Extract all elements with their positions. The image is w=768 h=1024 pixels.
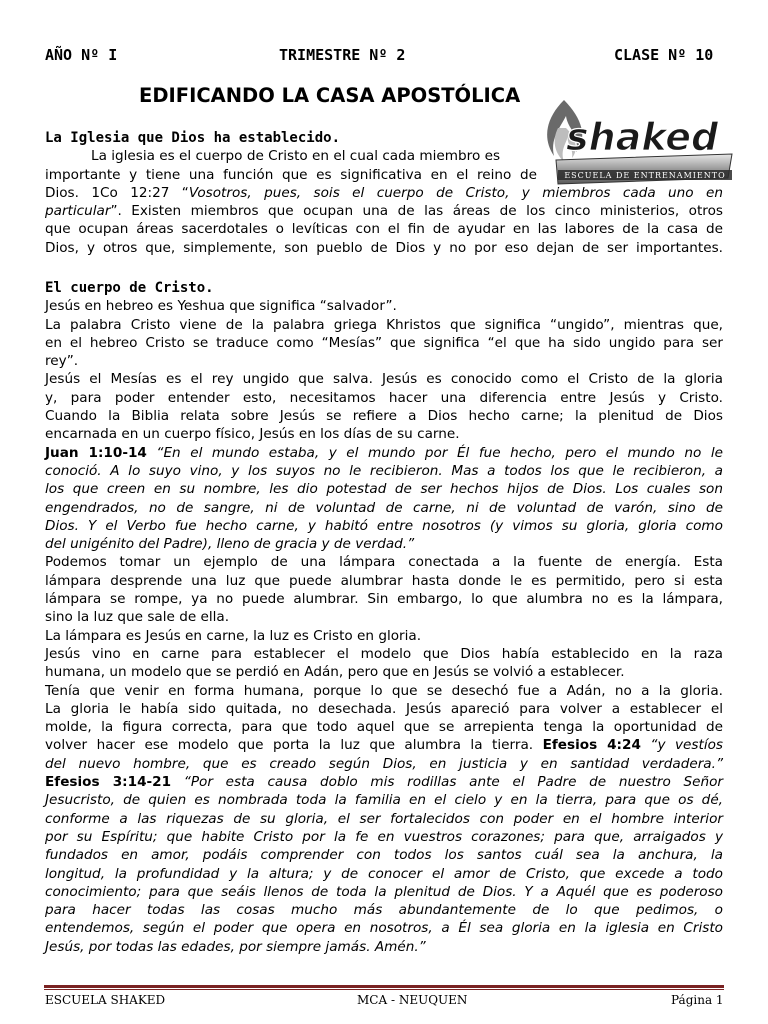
paragraph-line (45, 901, 723, 919)
paragraph-line: Cuando la Biblia relata sobre Jesús se refiere a Dios hecho carne; la plenitud de Dios (45, 408, 723, 425)
paragraph-line: y, para poder entender esto, necesitamos hacer una diferencia entre Jesús y Cristo. (45, 389, 723, 406)
paragraph-line (45, 865, 723, 883)
section-heading-cuerpo: El cuerpo de Cristo. (45, 280, 214, 296)
scripture-quote: Vosotros, pues, sois el cuerpo de Cristo, y miembros cada uno en (188, 184, 723, 201)
scripture-quote: los que creen en su nombre, les dio potestad de ser hechos hijos de Dios. Los cuales son (45, 481, 723, 498)
paragraph-line (45, 535, 725, 553)
header-year: AÑO Nº I (45, 46, 118, 64)
logo-wordmark: Shaked (566, 115, 719, 159)
scripture-quote: fundados en amor, podáis comprender con todos los santos cuál sea la anchura, la (45, 847, 723, 864)
scripture-reference: Efesios 4:24 (542, 737, 641, 754)
logo-subtitle: Escuela de Entrenamiento (564, 171, 726, 180)
paragraph-line: La iglesia es el cuerpo de Cristo en el cual cada miembro es (91, 148, 501, 165)
scripture-quote: longitud, la profundidad y la altura; y de conocer el amor de Cristo, que excede a todo (45, 865, 723, 882)
paragraph-line: La palabra Cristo viene de la palabra griega Khristos que significa “ungido”, mientras que, (45, 316, 723, 333)
paragraph-line (45, 846, 723, 864)
scripture-quote: particular (45, 203, 111, 220)
paragraph-line: en el hebreo Cristo se traduce como “Mesías” que significa “el que ha sido ungido para ser (45, 334, 723, 351)
scripture-quote: por su Espíritu; que habite Cristo por la fe en vuestros corazones; para que, arraigados y (45, 828, 723, 845)
paragraph-line (45, 480, 723, 498)
footer-location: MCA - NEUQUEN (357, 993, 468, 1007)
paragraph-line (45, 810, 723, 828)
paragraph-line: La lámpara es Jesús en carne, la luz es Cristo en gloria. (45, 627, 422, 644)
paragraph-line (45, 773, 723, 791)
paragraph-line: molde, la figura correcta, para que todo aquel que se arrepienta tenga la oportunidad de (45, 719, 723, 736)
footer-divider-thin (44, 989, 724, 990)
section-cuerpo (45, 279, 725, 956)
paragraph-line: Podemos tomar un ejemplo de una lámpara conectada a la fuente de energía. Esta (45, 554, 723, 571)
scripture-reference: Juan 1:10-14 (45, 444, 147, 461)
text-run: volver hacer ese modelo que porta la luz que alumbra la tierra. (45, 737, 543, 754)
scripture-quote: “En el mundo estaba, y el mundo por Él fue hecho, pero el mundo no le (146, 444, 723, 461)
scripture-quote: del nuevo hombre, que es creado según Dios, en justicia y en santidad verdadera.” (45, 755, 723, 772)
paragraph-line: lámpara desprende una luz que puede alumbrar hasta donde le es permitido, pero si esta (45, 572, 723, 589)
scripture-quote: engendrados, no de sangre, ni de voluntad de carne, ni de voluntad de varón, sino de (45, 499, 723, 516)
paragraph-line: rey”. (45, 353, 79, 370)
scripture-quote: entendemos, según el poder que opera en nosotros, a Él sea gloria en la iglesia en Cristo (45, 920, 723, 937)
section-iglesia (45, 129, 725, 257)
paragraph-line (45, 517, 723, 535)
paragraph-line: Jesús el Mesías es el rey ungido que salva. Jesús es conocido como el Cristo de la gloria (45, 371, 723, 388)
scripture-quote: “Por esta causa doblo mis rodillas ante el Padre de nuestro Señor (171, 774, 723, 791)
paragraph-line (45, 184, 723, 202)
paragraph-line: importante y tiene una función que es significativa en el reino de (45, 166, 537, 183)
footer-divider (44, 985, 724, 988)
scripture-quote: conoció. A lo suyo vino, y los suyos no le recibieron. Mas a todos los que le recibieron, a (45, 462, 723, 479)
section-heading-iglesia: La Iglesia que Dios ha establecido. (45, 130, 341, 146)
paragraph-line: Jesús en hebreo es Yeshua que significa “salvador”. (45, 298, 397, 315)
paragraph-line: lámpara se rompe, ya no puede alumbrar. Sin embargo, lo que alumbra no es la lámpara, (45, 591, 723, 608)
paragraph-line (45, 499, 723, 517)
footer-page-number: Página 1 (671, 993, 724, 1007)
scripture-quote: del unigénito del Padre), lleno de gracia y de verdad.” (45, 536, 415, 553)
footer-school: ESCUELA SHAKED (45, 993, 166, 1007)
paragraph-line: humana, un modelo que se perdió en Adán, pero que en Jesús se volvió a establecer. (45, 664, 625, 681)
paragraph-line (45, 755, 723, 773)
paragraph-line: que ocupan áreas sacerdotales o levíticas con el fin de ayudar en las labores de la casa de (45, 221, 723, 238)
page-title: EDIFICANDO LA CASA APOSTÓLICA (139, 84, 521, 107)
paragraph-line (45, 791, 723, 809)
header-quarter: TRIMESTRE Nº 2 (279, 46, 406, 64)
scripture-quote: Jesucristo, de quien es nombrada toda la familia en el cielo y en la tierra, para que os dé, (45, 792, 723, 809)
paragraph-line (45, 736, 723, 754)
scripture-quote: Dios. Y el Verbo fue hecho carne, y habitó entre nosotros (y vimos su gloria, gloria como (45, 517, 723, 534)
paragraph-line (45, 883, 723, 901)
scripture-quote: conforme a las riquezas de su gloria, el ser fortalecidos con poder en el hombre interior (45, 810, 723, 827)
scripture-quote: conocimiento; para que seáis llenos de toda la plenitud de Dios. Y a Aquél que es poderoso (45, 883, 723, 900)
scripture-quote: “y vestíos (640, 737, 723, 754)
paragraph-line (45, 444, 723, 462)
scripture-reference: Efesios 3:14-21 (45, 774, 172, 791)
scripture-quote: para hacer todas las cosas mucho más abundantemente de lo que pedimos, o (45, 902, 723, 919)
header-class: CLASE Nº 10 (614, 46, 714, 64)
text-run: Dios. 1Co 12:27 “ (45, 184, 189, 201)
paragraph-line: Jesús vino en carne para establecer el modelo que Dios había establecido en la raza (45, 645, 723, 662)
paragraph-line (45, 462, 723, 480)
paragraph-line: Dios, y otros que, simplemente, son pueblo de Dios y no por eso dejan de ser importantes. (45, 239, 723, 256)
paragraph-line: Tenía que venir en forma humana, porque lo que se desechó fue a Adán, no a la gloria. (45, 682, 723, 699)
scripture-quote: Jesús, por todas las edades, por siempre jamás. Amén.” (45, 938, 426, 955)
text-run: ”. Existen miembros que ocupan una de las áreas de los cinco ministerios, otros (110, 203, 723, 220)
paragraph-line: sino la luz que sale de ella. (45, 609, 230, 626)
paragraph-line: encarnada en un cuerpo físico, Jesús en los días de su carne. (45, 426, 460, 443)
paragraph-line (45, 919, 723, 937)
paragraph-line (45, 938, 725, 956)
paragraph-line (45, 828, 723, 846)
paragraph-line (45, 202, 723, 220)
paragraph-line: La gloria le había sido quitada, no desechada. Jesús apareció para volver a establecer el (45, 700, 723, 717)
